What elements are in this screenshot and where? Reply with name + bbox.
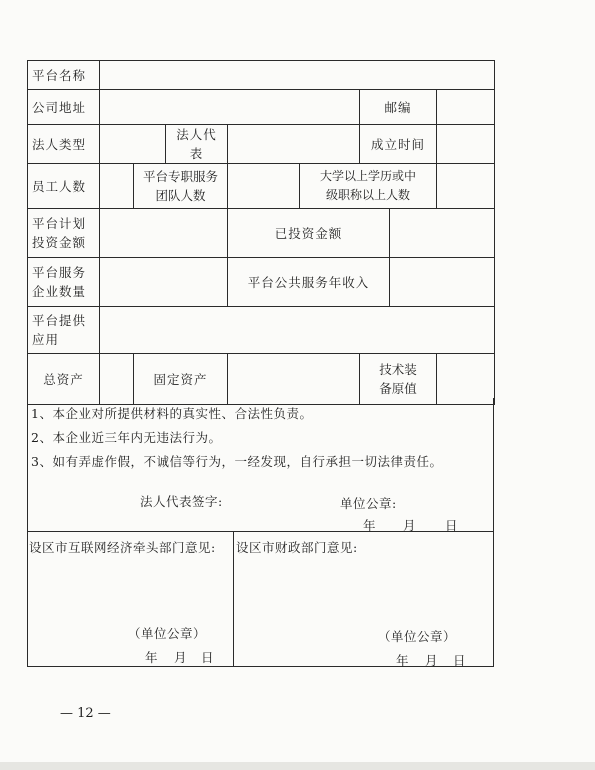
declaration-item-1: 1、本企业对所提供材料的真实性、合法性负责。	[31, 406, 313, 421]
platform-name-field[interactable]	[100, 61, 495, 90]
invested-amount-label: 已投资金额	[228, 209, 390, 258]
internet-dept-day: 日	[201, 650, 215, 665]
finance-dept-opinion-title: 设区市财政部门意见:	[236, 540, 358, 555]
company-address-label: 公司地址	[28, 90, 100, 125]
dedicated-team-label-line2: 团队人数	[155, 188, 206, 203]
finance-dept-day: 日	[453, 653, 467, 668]
platform-apps-field[interactable]	[100, 307, 495, 354]
declaration-item-2: 2、本企业近三年内无违法行为。	[31, 430, 222, 445]
page-number: — 12 —	[60, 706, 111, 721]
tech-equipment-label	[360, 354, 437, 405]
degree-staff-label-line2: 级职称以上人数	[325, 188, 410, 202]
declaration-section	[27, 398, 494, 532]
public-service-income-field[interactable]	[390, 258, 495, 307]
planned-investment-field[interactable]	[100, 209, 228, 258]
fixed-assets-field[interactable]	[228, 354, 360, 405]
platform-apps-label-line1: 平台提供	[32, 313, 87, 328]
dedicated-team-field[interactable]	[228, 164, 300, 209]
row-company-address	[28, 90, 495, 125]
tech-equipment-field[interactable]	[437, 354, 495, 405]
legal-rep-label: 法人代表	[166, 125, 228, 164]
established-field[interactable]	[437, 125, 495, 164]
row-service	[28, 258, 495, 307]
unit-seal-label: 单位公章:	[340, 496, 397, 511]
employees-label: 员工人数	[28, 164, 100, 209]
row-platform-name	[28, 61, 495, 90]
platform-apps-label	[28, 307, 100, 354]
planned-investment-label	[28, 209, 100, 258]
established-label: 成立时间	[360, 125, 437, 164]
postcode-label: 邮编	[360, 90, 437, 125]
declaration-item-3: 3、如有弄虚作假，不诚信等行为，一经发现，自行承担一切法律责任。	[31, 454, 443, 469]
internet-dept-opinion-title: 设区市互联网经济牵头部门意见:	[29, 540, 216, 555]
dedicated-team-label-line1: 平台专职服务	[142, 169, 218, 184]
invested-amount-field[interactable]	[390, 209, 495, 258]
legal-rep-field[interactable]	[228, 125, 360, 164]
row-investment	[28, 209, 495, 258]
finance-dept-year: 年	[396, 653, 410, 668]
row-platform-apps	[28, 307, 495, 354]
date-month: 月	[403, 518, 417, 533]
opinions-divider	[233, 532, 234, 666]
tech-equipment-label-line1: 技术装	[379, 362, 417, 377]
application-form-table	[27, 60, 495, 405]
internet-dept-month: 月	[174, 650, 188, 665]
platform-name-label: 平台名称	[28, 61, 100, 90]
total-assets-field[interactable]	[100, 354, 134, 405]
postcode-field[interactable]	[437, 90, 495, 125]
degree-staff-label	[300, 164, 437, 209]
row-employees	[28, 164, 495, 209]
employees-field[interactable]	[100, 164, 134, 209]
opinions-section	[27, 532, 494, 667]
dedicated-team-label	[134, 164, 228, 209]
planned-investment-label-line2: 投资金额	[32, 235, 87, 250]
fixed-assets-label: 固定资产	[134, 354, 228, 405]
served-companies-label-line1: 平台服务	[32, 265, 87, 280]
date-day: 日	[445, 518, 459, 533]
planned-investment-label-line1: 平台计划	[32, 216, 87, 231]
finance-dept-month: 月	[425, 653, 439, 668]
legal-rep-signature-label: 法人代表签字:	[140, 494, 223, 509]
tech-equipment-label-line2: 备原值	[379, 381, 417, 396]
public-service-income-label: 平台公共服务年收入	[228, 258, 390, 307]
date-year: 年	[363, 518, 377, 533]
served-companies-label	[28, 258, 100, 307]
company-address-field[interactable]	[100, 90, 360, 125]
served-companies-field[interactable]	[100, 258, 228, 307]
degree-staff-label-line1: 大学以上学历或中	[319, 169, 416, 183]
total-assets-label: 总资产	[28, 354, 100, 405]
finance-dept-seal: （单位公章）	[378, 629, 457, 644]
legal-type-field[interactable]	[100, 125, 166, 164]
legal-type-label: 法人类型	[28, 125, 100, 164]
scan-bottom-edge	[0, 762, 595, 770]
row-assets	[28, 354, 495, 405]
served-companies-label-line2: 企业数量	[32, 284, 87, 299]
internet-dept-seal: （单位公章）	[128, 626, 207, 641]
degree-staff-field[interactable]	[437, 164, 495, 209]
platform-apps-label-line2: 应用	[32, 332, 60, 347]
internet-dept-year: 年	[145, 650, 159, 665]
row-legal-type	[28, 125, 495, 164]
